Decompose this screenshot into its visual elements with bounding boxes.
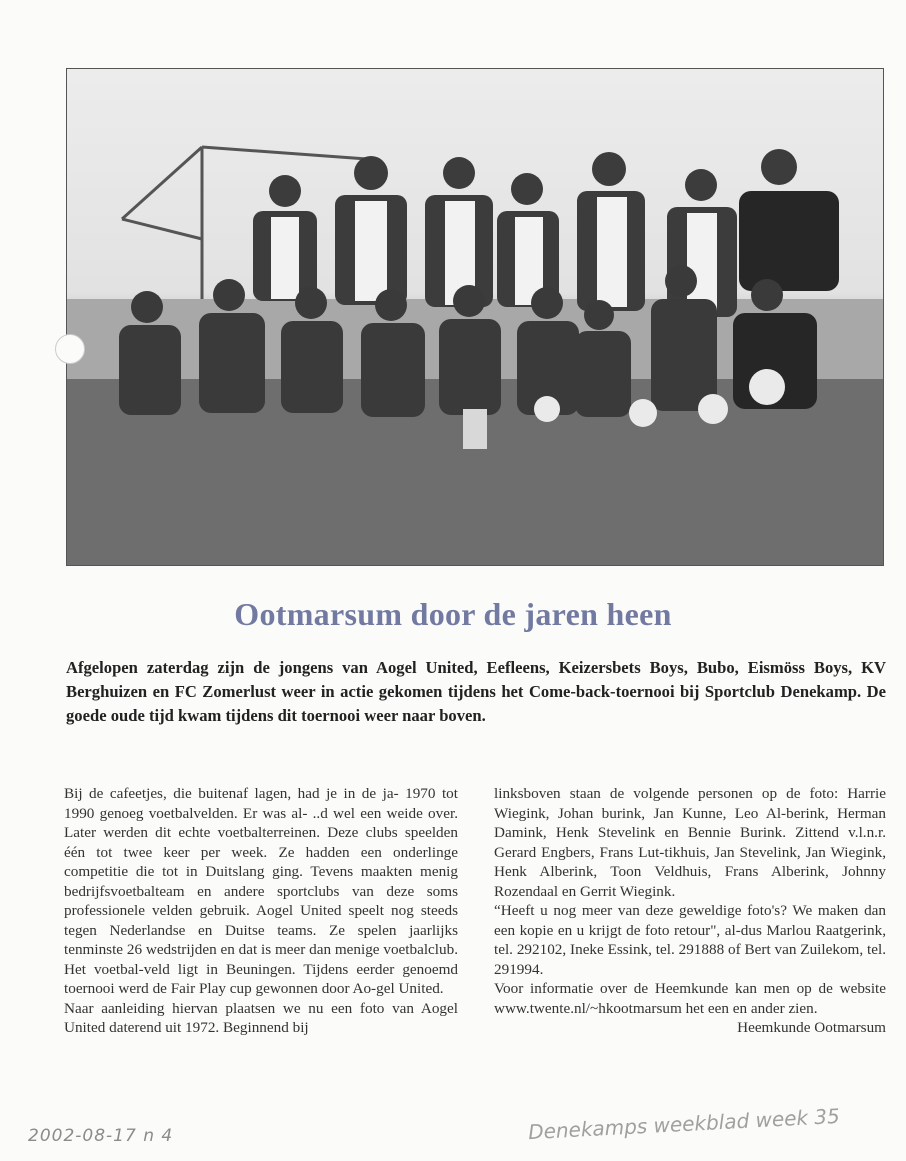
article-paragraph: Bij de cafeetjes, die buitenaf lagen, had je in de ja- 1970 tot 1990 genoeg voetbalvelden. Er was al- ..d wel een weide over. Later werden dit echte voetbalterreinen. Deze clubs speelden één tot twee keer per week. Ze hadden een onderlinge competitie die tot in Duitslang ging. Tevens maakten menig bedrijfsvoetbalteam en andere sportclubs van deze soms professionele velden gebruik. Aogel United speelt nog steeds tegen Nederlandse en Duitse teams. Ze spelen jaarlijks tenminste 26 wedstrijden en dat is meer dan menige voetbalclub. Het voetbal-veld ligt in Beuningen. Tijdens eerder genoemd toernooi werd de Fair Play cup gewonnen door Ao-gel United.	[64, 785, 458, 997]
article-column-left	[64, 784, 458, 1038]
article-paragraph: linksboven staan de volgende personen op de foto: Harrie Wiegink, Johan burink, Jan Kunne, Leo Al-berink, Herman Damink, Henk Stevelink en Bennie Burink. Zittend v.l.n.r. Gerard Engbers, Frans Lut-tikhuis, Jan Stevelink, Jan Wiegink, Henk Alberink, Toon Veldhuis, Frans Alberink, Johnny Rozendaal en Gerrit Wiegink.	[494, 785, 886, 900]
article-headline: Ootmarsum door de jaren heen	[234, 596, 672, 632]
article-paragraph: Voor informatie over de Heemkunde kan men op de website www.twente.nl/~hkootmarsum het een en ander zien.	[494, 980, 886, 1017]
team-photo-icon	[67, 69, 883, 565]
article-paragraph: “Heeft u nog meer van deze geweldige foto's? We maken dan een kopie en u krijgt de foto retour", al-dus Marlou Raatgerink, tel. 292102, Ineke Essink, tel. 291888 of Bert van Zuilekom, tel. 291994.	[494, 902, 886, 978]
punch-hole	[55, 334, 85, 364]
article-column-right	[494, 784, 886, 1038]
handwritten-date: 2002-08-17 n 4	[28, 1126, 174, 1146]
team-photo	[66, 68, 884, 566]
article-signature: Heemkunde Ootmarsum	[737, 1019, 886, 1036]
handwritten-source: Denekamps weekblad week 35	[527, 1103, 841, 1145]
article-lede: Afgelopen zaterdag zijn de jongens van Aogel United, Eefleens, Keizersbets Boys, Bubo, Eismöss Boys, KV Berghuizen en FC Zomerlust weer in actie gekomen tijdens het Come-back-toernooi bij Sportclub Denekamp. De goede oude tijd kwam tijdens dit toernooi weer naar boven.	[66, 658, 886, 725]
article-paragraph: Naar aanleiding hiervan plaatsen we nu een foto van Aogel United daterend uit 1972. Beginnend bij	[64, 999, 458, 1036]
